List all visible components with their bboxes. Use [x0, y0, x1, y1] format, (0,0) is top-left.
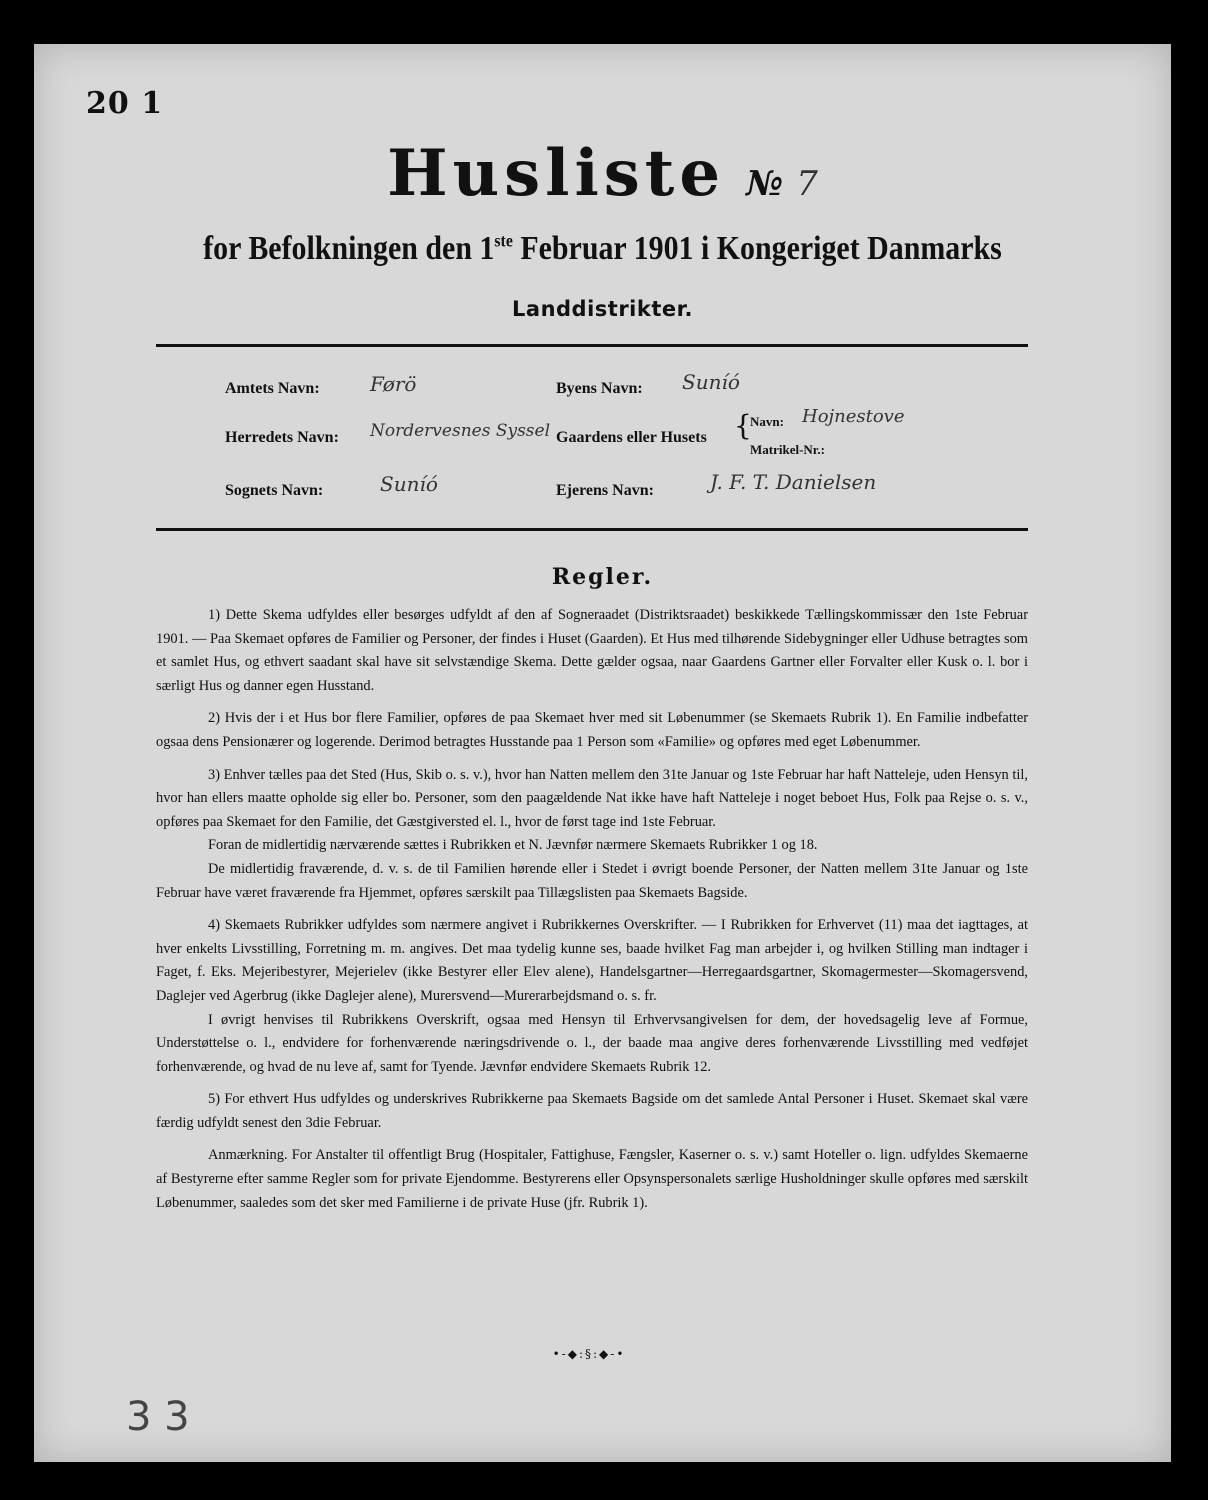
page-title: Husliste [387, 136, 726, 211]
sogn-value: Suníó [380, 472, 438, 496]
by-value: Suníó [682, 370, 740, 394]
corner-number: 20 1 [86, 86, 164, 121]
title-row [34, 136, 1171, 211]
rule-paragraph: Foran de midlertidig nærværende sættes i Rubrikken et N. Jævnfør nærmere Skemaets Rubrikker 1 og 18. [208, 837, 818, 854]
subtitle-pre: for Befolkningen den 1 [203, 230, 495, 267]
top-rule [156, 344, 1028, 347]
rule-paragraph: 4) Skemaets Rubrikker udfyldes som nærmere angivet i Rubrikkernes Overskrifter. — I Rubrikken for Erhvervet (11) maa det iagttages, at hver enkelts Livsstilling, Forretning m. m. angives. Det maa tydelig kunne ses, baade hvilket Fag man arbejder i, og hvilken Stilling man indtager i Faget, f. Eks. Mejeribestyrer, Mejerielev (ikke Bestyrer eller Elev alene), Handelsgartner—Herregaardsgartner, Skomagermester—Skomagersvend, Daglejer ved Agerbrug (ikke Daglejer alene), Murersvend—Murerarbejdsmand o. s. fr. [156, 917, 1028, 1004]
gaard-navn-label: Navn: [750, 414, 784, 429]
bottom-handwriting: 3 3 [126, 1394, 190, 1440]
ejer-label: Ejerens Navn: [556, 482, 654, 499]
rule-paragraph: Anmærkning. For Anstalter til offentligt Brug (Hospitaler, Fattighuse, Fængsler, Kaserner o. s. v.) samt Hoteller o. lign. udfyldes Skemaerne af Bestyrerne efter samme Regler som for private Ejendomme. Bestyrerens eller Opsynspersonalets særlige Husholdninger skulle opføres med særskilt Løbenummer, saaledes som det sker med Familierne i de private Huse (jfr. Rubrik 1). [156, 1147, 1028, 1211]
subtitle [102, 230, 1103, 268]
rule-paragraph: 1) Dette Skema udfyldes eller besørges udfyldt af den af Sogneraadet (Distriktsraadet) beskikkede Tællingskommissær den 1ste Februar 1901. — Paa Skemaet opføres de Familier og Personer, der findes i Huset (Gaarden). Et Hus med tilhørende Sidebygninger eller Udhuse betragtes som et samlet Hus, og ethvert saadant skal have sit selvstændige Skema. Dette gælder ogsaa, naar Gaardens Gartner eller Forvalter eller Kusk o. l. bor i særligt Hus og danner egen Husstand. [156, 607, 1028, 694]
sogn-label: Sognets Navn: [225, 482, 324, 499]
number-sign: № [746, 164, 784, 204]
amt-label: Amtets Navn: [225, 380, 320, 397]
census-sheet [34, 44, 1171, 1462]
matrikel-label: Matrikel-Nr.: [750, 442, 825, 457]
ornament-divider: •-◆:§:◆-• [552, 1347, 626, 1361]
rule-paragraph: De midlertidig fraværende, d. v. s. de til Familien hørende eller i Stedet i øvrigt boende Personer, der Natten mellem 31te Januar og 1ste Februar have været fraværende fra Hjemmet, opføres særskilt paa Tillægslisten paa Skemaets Bagside. [156, 860, 1028, 901]
brace-icon: { [734, 409, 752, 442]
list-number-value: 7 [796, 164, 818, 204]
gaard-navn-value: Hojnestove [802, 406, 905, 427]
rules-heading: Regler. [551, 564, 654, 590]
subtitle-district: Landdistrikter. [512, 297, 693, 321]
amt-value: Førö [370, 372, 417, 396]
rule-paragraph: 2) Hvis der i et Hus bor flere Familier, opføres de paa Skemaet hver med sit Løbenummer (se Skemaets Rubrik 1). En Familie indbefatter ogsaa dens Pensionærer og logerende. Derimod betragtes Husstande paa 1 Person som «Familie» og opføres med eget Løbenummer. [156, 710, 1028, 750]
by-label: Byens Navn: [556, 380, 643, 397]
subtitle-post: Februar 1901 i Kongeriget Danmarks [512, 230, 1002, 267]
rules-body [156, 604, 1028, 1224]
ejer-value: J. F. T. Danielsen [710, 470, 877, 494]
rule-paragraph: 5) For ethvert Hus udfyldes og underskrives Rubrikkerne paa Skemaets Bagside om det samlede Antal Personer i Huset. Skemaet skal være færdig udfyldt senest den 3die Februar. [156, 1091, 1028, 1131]
rule-paragraph: 3) Enhver tælles paa det Sted (Hus, Skib o. s. v.), hvor han Natten mellem den 31te Januar og 1ste Februar har haft Natteleje, uden Hensyn til, hvor han ellers maatte opholde sig eller bo. Personer, som den paagældende Nat ikke have haft Natteleje i noget beboet Hus, Folk paa Rejse o. s. v., opføres paa Skemaet for den Familie, det Gæstgiversted el. l., hvor de først tage ind 1ste Februar. [156, 766, 1028, 830]
subtitle-sup: ste [494, 230, 513, 251]
middle-rule [156, 528, 1028, 531]
herred-label: Herredets Navn: [225, 429, 339, 446]
rule-paragraph: I øvrigt henvises til Rubrikkens Overskrift, ogsaa med Hensyn til Erhvervsangivelsen for dem, der hovedsagelig leve af Formue, Understøttelse o. l., endvidere for forhenværende næringsdrivende o. l., der baade maa angive deres forhenværende Livsstilling med vedføjet forhenværende, og hvad de nu leve af, samt for Tyende. Jævnfør endvidere Skemaets Rubrik 12. [156, 1011, 1028, 1075]
gaard-label: Gaardens eller Husets [556, 429, 707, 446]
herred-value: Nordervesnes Syssel [370, 421, 551, 441]
